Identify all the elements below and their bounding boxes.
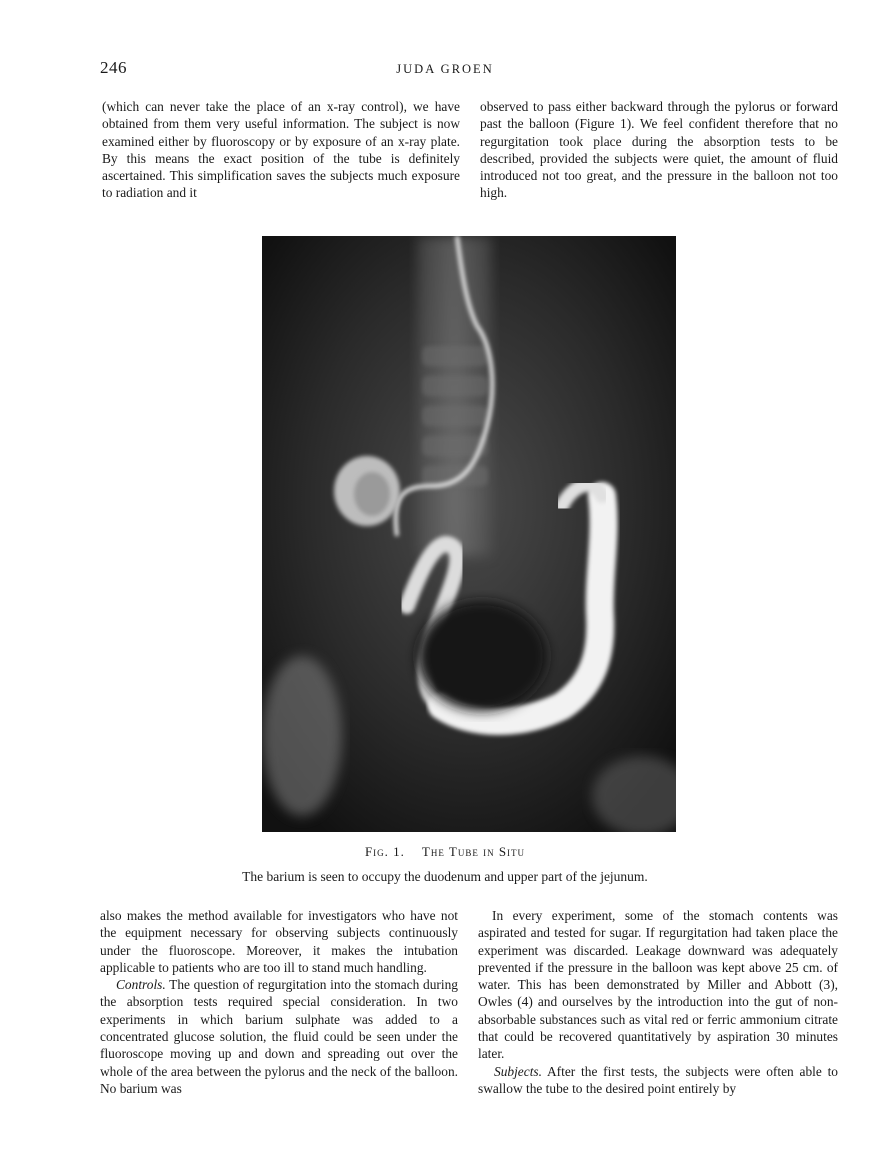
paragraph <box>100 976 458 1097</box>
running-head: JUDA GROEN <box>396 62 494 76</box>
figure-label <box>0 844 890 860</box>
figure-number: Fig. 1. <box>364 844 405 859</box>
page-number: 246 <box>100 58 127 77</box>
figure-title: The Tube in Situ <box>421 844 526 859</box>
column-bottom-left <box>100 907 458 1097</box>
column-top-left <box>102 98 460 202</box>
paragraph: also makes the method available for investigators who have not the equipment necessary for observing subjects continuously under the fluoroscope. Moreover, it makes the intubation applicable to patients who are too ill to stand much handling. <box>100 908 458 975</box>
run-in-heading: Controls. <box>116 977 166 993</box>
paragraph: In every experiment, some of the stomach contents was aspirated and tested for sugar. If regurgitation had taken place the experiment was discarded. Leakage downward was adequately prevented if the pressure in the balloon was kept above 25 cm. of water. This has been demonstrated by Miller and Abbott (3), Owles (4) and ourselves by the introduction into the gut of non-absorbable substances such as vital red or ferric ammonium citrate that could be recovered quantitatively by aspiration 30 minutes later. <box>478 908 838 1062</box>
figure-xray-image <box>262 236 676 832</box>
paragraph: (which can never take the place of an x-ray control), we have obtained from them very useful information. The subject is now examined either by fluoroscopy or by exposure of an x-ray plate. By this means the exact position of the tube is definitely ascertained. This simplification saves the subjects much exposure to radiation and it <box>102 99 460 201</box>
column-bottom-right <box>478 907 838 1097</box>
paragraph-text: The question of regurgitation into the stomach during the absorption tests required special consideration. In two experiments in which barium sulphate was added to a concentrated glucose solution, the fluid could be seen under the fluoroscope moving up and down and spreading out over the whole of the area between the pylorus and the neck of the balloon. No barium was <box>100 977 458 1096</box>
figure-caption: The barium is seen to occupy the duodenum and upper part of the jejunum. <box>242 869 648 884</box>
column-top-right <box>480 98 838 202</box>
paragraph <box>478 1063 838 1098</box>
run-in-heading: Subjects. <box>494 1063 542 1079</box>
xray-illustration <box>262 236 676 832</box>
paragraph-text: After the first tests, the subjects were often able to swallow the tube to the desired point entirely by <box>478 1063 838 1096</box>
paragraph: observed to pass either backward through the pylorus or forward past the balloon (Figure 1). We feel confident therefore that no regurgitation took place during the absorption tests to be described, provided the subjects were quiet, the amount of fluid introduced not too great, and the pressure in the balloon not too high. <box>480 99 838 201</box>
